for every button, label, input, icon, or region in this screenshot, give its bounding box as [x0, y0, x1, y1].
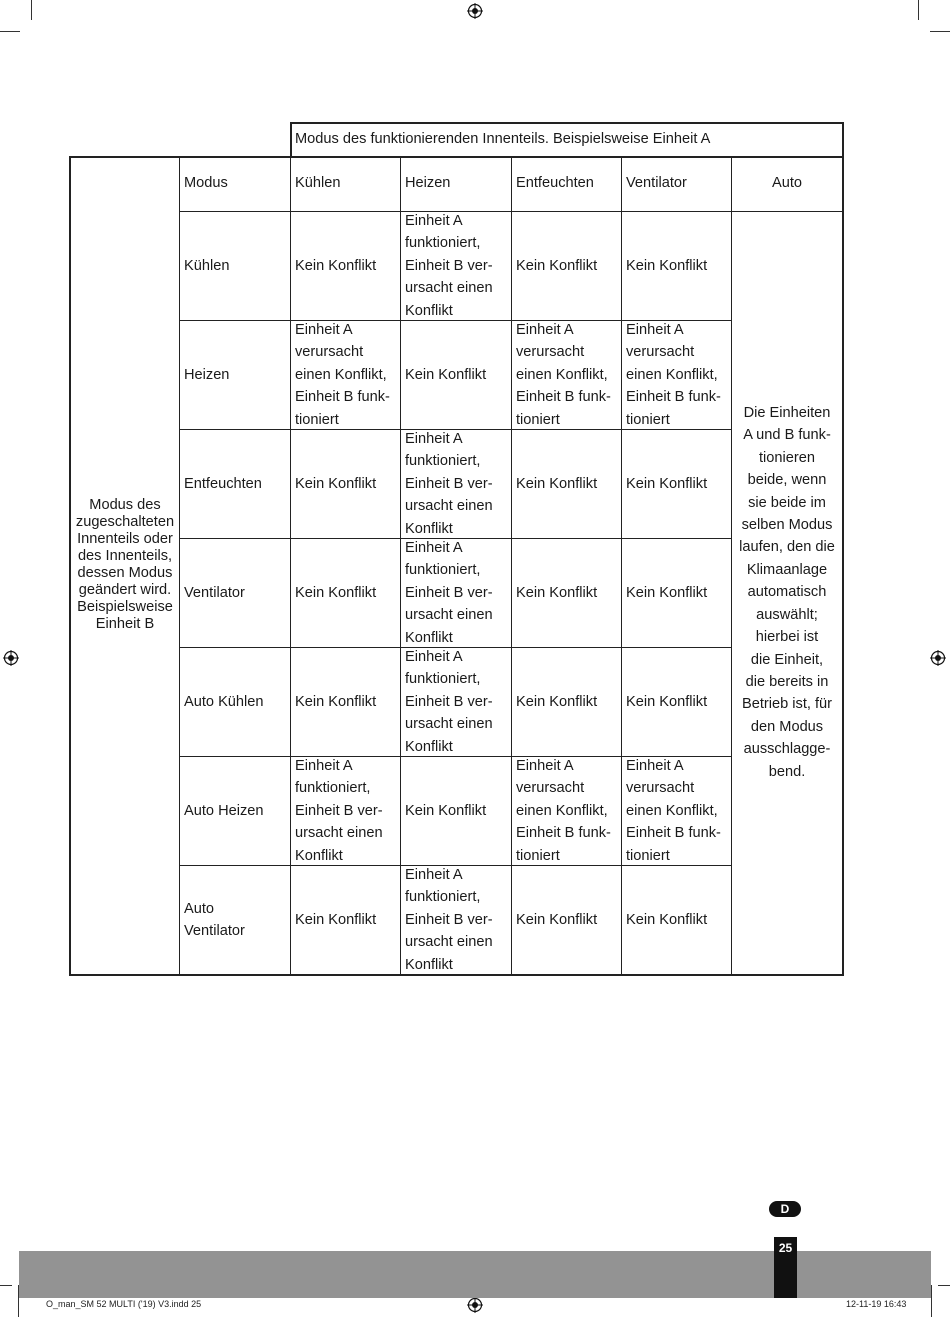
cell-text-line: den Modus — [750, 718, 824, 735]
table-cell — [622, 866, 731, 974]
cell-text-line: einen Konflikt, — [295, 366, 387, 383]
cell-text-line: Konflikt — [405, 302, 453, 319]
crop-mark — [31, 0, 32, 20]
row-label — [180, 539, 290, 647]
registration-mark-icon — [467, 1297, 483, 1313]
cell-text-line: Kein Konflikt — [516, 475, 598, 492]
cell-text-line: laufen, den die — [739, 539, 835, 556]
cell-text-line: die bereits in — [745, 673, 829, 690]
cell-text-line: Einheit B funk- — [516, 389, 611, 406]
cell-text-line: Modus des funktionierenden Innenteils. Beispielsweise Einheit A — [295, 130, 711, 147]
cell-text-line: Modus — [184, 175, 228, 192]
cell-text-line: einen Konflikt, — [626, 366, 718, 383]
row-label — [180, 648, 290, 756]
cell-text-line: funktioniert, — [405, 671, 481, 688]
cell-text-line: Auto Kühlen — [184, 693, 264, 710]
column-header-1 — [291, 156, 400, 211]
cell-text-line: Kein Konflikt — [295, 257, 377, 274]
table-cell — [401, 321, 511, 429]
cell-text-line: Einheit B ver- — [405, 584, 493, 601]
table-cell — [291, 648, 400, 756]
cell-text-line: einen Konflikt, — [516, 802, 608, 819]
cell-text-line: Kein Konflikt — [516, 693, 598, 710]
cell-text-line: Beispielsweise — [77, 599, 173, 615]
cell-text-line: tioniert — [626, 847, 670, 864]
cell-text-line: Kein Konflikt — [295, 911, 377, 928]
file-slug: O_man_SM 52 MULTI ('19) V3.indd 25 — [46, 1299, 202, 1309]
registration-mark-icon — [3, 650, 19, 666]
print-timestamp: 12-11-19 16:43 — [846, 1299, 907, 1309]
table-cell — [622, 757, 731, 865]
table-rule — [842, 122, 844, 976]
cell-text-line: funktioniert, — [405, 235, 481, 252]
cell-text-line: Einheit B funk- — [516, 825, 611, 842]
page-number: 25 — [774, 1237, 797, 1298]
cell-text-line: tionieren — [759, 449, 815, 466]
cell-text-line: einen Konflikt, — [516, 366, 608, 383]
cell-text-line: ursacht einen — [295, 825, 383, 842]
cell-text-line: Einheit A — [516, 321, 574, 338]
cell-text-line: Einheit B ver- — [405, 693, 493, 710]
table-cell — [622, 430, 731, 538]
auto-column-note — [732, 211, 842, 974]
table-cell — [512, 648, 621, 756]
cell-text-line: Klimaanlage — [746, 561, 828, 578]
table-cell — [401, 539, 511, 647]
cell-text-line: sie beide im — [748, 494, 826, 511]
table-cell — [401, 757, 511, 865]
cell-text-line: Einheit A — [516, 757, 574, 774]
column-header-3 — [512, 156, 621, 211]
cell-text-line: Kühlen — [295, 175, 341, 192]
cell-text-line: Einheit A — [626, 321, 684, 338]
table-cell — [512, 757, 621, 865]
cell-text-line: funktioniert, — [405, 889, 481, 906]
table-cell — [291, 757, 400, 865]
table-cell — [512, 321, 621, 429]
row-label — [180, 866, 290, 974]
cell-text-line: Modus des — [89, 497, 161, 513]
table-cell — [291, 539, 400, 647]
row-label — [180, 321, 290, 429]
table-cell — [401, 430, 511, 538]
cell-text-line: des Innenteils, — [77, 548, 173, 564]
cell-text-line: Auto — [184, 900, 215, 917]
cell-text-line: automatisch — [747, 584, 827, 601]
table-cell — [622, 648, 731, 756]
cell-text-line: funktioniert, — [295, 780, 371, 797]
row-label — [180, 212, 290, 320]
cell-text-line: Kein Konflikt — [516, 257, 598, 274]
cell-text-line: Ventilator — [626, 175, 687, 192]
cell-text-line: Betrieb ist, für — [741, 696, 833, 713]
cell-text-line: Innenteils oder — [77, 531, 173, 547]
table-cell — [401, 212, 511, 320]
cell-text-line: Konflikt — [295, 847, 343, 864]
cell-text-line: A und B funk- — [743, 427, 831, 444]
cell-text-line: Einheit B ver- — [405, 257, 493, 274]
cell-text-line: Kein Konflikt — [405, 366, 487, 383]
cell-text-line: Kein Konflikt — [626, 693, 708, 710]
cell-text-line: verursacht — [516, 344, 585, 361]
cell-text-line: Kein Konflikt — [295, 475, 377, 492]
cell-text-line: geändert wird. — [78, 582, 172, 598]
cell-text-line: Konflikt — [405, 956, 453, 973]
super-header — [291, 122, 842, 156]
row-group-label — [71, 156, 179, 974]
cell-text-line: tioniert — [295, 411, 339, 428]
cell-text-line: Einheit A — [295, 757, 353, 774]
cell-text-line: Konflikt — [405, 520, 453, 537]
cell-text-line: ursacht einen — [405, 280, 493, 297]
column-header-4 — [622, 156, 731, 211]
cell-text-line: ursacht einen — [405, 498, 493, 515]
cell-text-line: zugeschalteten — [75, 514, 175, 530]
cell-text-line: Kein Konflikt — [516, 911, 598, 928]
cell-text-line: tioniert — [516, 847, 560, 864]
table-cell — [622, 321, 731, 429]
table-cell — [401, 866, 511, 974]
cell-text-line: beide, wenn — [747, 472, 827, 489]
cell-text-line: Heizen — [405, 175, 451, 192]
crop-mark — [931, 1285, 932, 1317]
registration-mark-icon — [930, 650, 946, 666]
table-cell — [512, 866, 621, 974]
cell-text-line: Ventilator — [184, 584, 245, 601]
cell-text-line: Die Einheiten — [743, 405, 831, 422]
cell-text-line: ursacht einen — [405, 607, 493, 624]
cell-text-line: verursacht — [626, 780, 695, 797]
cell-text-line: Einheit B ver- — [405, 475, 493, 492]
cell-text-line: funktioniert, — [405, 562, 481, 579]
cell-text-line: Einheit A — [405, 539, 463, 556]
cell-text-line: Konflikt — [405, 738, 453, 755]
cell-text-line: Einheit A — [295, 321, 353, 338]
cell-text-line: ursacht einen — [405, 934, 493, 951]
cell-text-line: Einheit A — [405, 212, 463, 229]
cell-text-line: Kein Konflikt — [626, 911, 708, 928]
cell-text-line: Kühlen — [184, 257, 230, 274]
cell-text-line: Kein Konflikt — [295, 693, 377, 710]
table-cell — [291, 866, 400, 974]
crop-mark — [0, 1285, 12, 1286]
cell-text-line: Heizen — [184, 366, 230, 383]
cell-text-line: selben Modus — [741, 517, 833, 534]
crop-mark — [938, 1285, 950, 1286]
cell-text-line: Einheit B funk- — [626, 825, 721, 842]
language-badge: D — [769, 1201, 801, 1217]
cell-text-line: Einheit A — [405, 866, 463, 883]
table-cell — [512, 212, 621, 320]
table-cell — [622, 212, 731, 320]
cell-text-line: Konflikt — [405, 629, 453, 646]
cell-text-line: Einheit A — [405, 430, 463, 447]
corner-header — [180, 156, 290, 211]
table-cell — [291, 430, 400, 538]
cell-text-line: tioniert — [626, 411, 670, 428]
cell-text-line: verursacht — [626, 344, 695, 361]
table-cell — [291, 212, 400, 320]
cell-text-line: die Einheit, — [750, 651, 824, 668]
column-header-5 — [732, 156, 842, 211]
cell-text-line: tioniert — [516, 411, 560, 428]
cell-text-line: Entfeuchten — [184, 475, 262, 492]
cell-text-line: Entfeuchten — [516, 175, 594, 192]
table-cell — [512, 430, 621, 538]
registration-mark-icon — [467, 3, 483, 19]
crop-mark — [0, 31, 20, 32]
cell-text-line: ursacht einen — [405, 716, 493, 733]
cell-text-line: bend. — [768, 763, 806, 780]
cell-text-line: Einheit B funk- — [295, 389, 390, 406]
column-header-2 — [401, 156, 511, 211]
cell-text-line: ausschlagge- — [743, 741, 831, 758]
table-cell — [622, 539, 731, 647]
cell-text-line: Ventilator — [184, 923, 245, 939]
table-cell — [291, 321, 400, 429]
cell-text-line: dessen Modus — [77, 565, 173, 581]
cell-text-line: Einheit A — [626, 757, 684, 774]
crop-mark — [930, 31, 950, 32]
row-label — [180, 757, 290, 865]
cell-text-line: Kein Konflikt — [516, 584, 598, 601]
table-cell — [401, 648, 511, 756]
cell-text-line: Kein Konflikt — [626, 475, 708, 492]
cell-text-line: Einheit B ver- — [295, 802, 383, 819]
crop-mark — [918, 0, 919, 20]
cell-text-line: Einheit B ver- — [405, 911, 493, 928]
cell-text-line: Kein Konflikt — [405, 802, 487, 819]
table-cell — [512, 539, 621, 647]
cell-text-line: verursacht — [295, 344, 364, 361]
cell-text-line: Auto Heizen — [184, 802, 264, 819]
cell-text-line: verursacht — [516, 780, 585, 797]
cell-text-line: Kein Konflikt — [295, 584, 377, 601]
cell-text-line: Auto — [771, 175, 803, 192]
cell-text-line: Einheit B funk- — [626, 389, 721, 406]
cell-text-line: Kein Konflikt — [626, 584, 708, 601]
row-label — [180, 430, 290, 538]
cell-text-line: Einheit B — [95, 616, 155, 632]
cell-text-line: hierbei ist — [755, 629, 819, 646]
cell-text-line: Kein Konflikt — [626, 257, 708, 274]
cell-text-line: einen Konflikt, — [626, 802, 718, 819]
cell-text-line: Einheit A — [405, 648, 463, 665]
cell-text-line: auswählt; — [756, 606, 818, 623]
cell-text-line: funktioniert, — [405, 453, 481, 470]
